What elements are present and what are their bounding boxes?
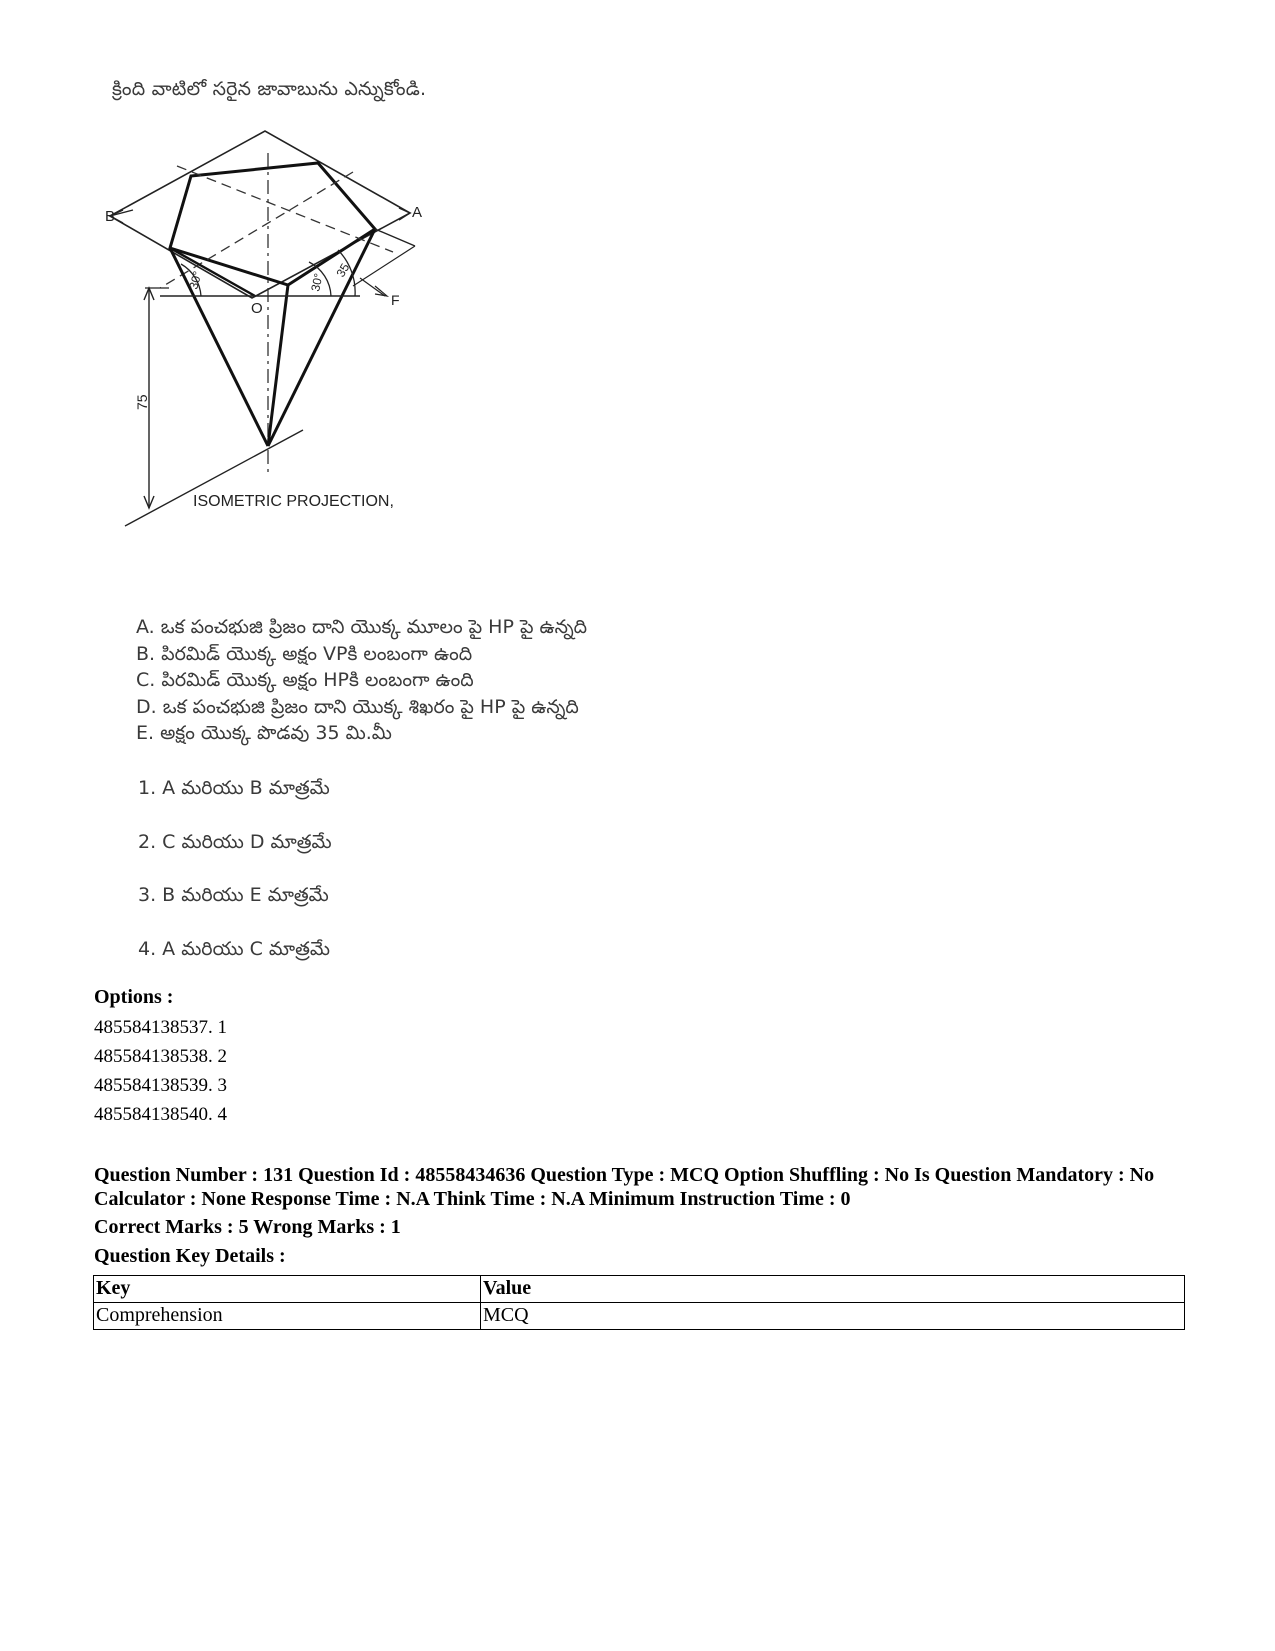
label-angle-left: 30° (186, 269, 205, 291)
figure-caption: ISOMETRIC PROJECTION, (193, 493, 394, 510)
option-item: 485584138537. 1 (94, 1017, 227, 1038)
options-list (94, 1013, 227, 1129)
table-header-row (94, 1276, 1185, 1303)
question-instruction: క్రింది వాటిలో సరైన జావాబును ఎన్నుకోండి. (112, 78, 427, 100)
table-cell-value: MCQ (481, 1303, 1185, 1330)
key-details-table (93, 1275, 1185, 1330)
option-item: 485584138539. 3 (94, 1075, 227, 1096)
label-a: A (412, 204, 423, 221)
marks-line: Correct Marks : 5 Wrong Marks : 1 (94, 1216, 401, 1238)
options-heading: Options : (94, 986, 174, 1008)
table-header-value: Value (481, 1276, 1185, 1303)
statement-c: C. పిరమిడ్ యొక్క అక్షం HPకి లంబంగా ఉంది (136, 669, 474, 691)
answer-choice-1: 1. A మరియు B మాత్రమే (138, 777, 330, 799)
answer-choice-4: 4. A మరియు C మాత్రమే (138, 937, 331, 960)
label-f: F (391, 292, 400, 308)
label-height: 75 (134, 394, 150, 410)
statement-b: B. పిరమిడ్ యొక్క అక్షం VPకి లంబంగా ఉంది (136, 642, 473, 665)
statement-a: A. ఒక పంచభుజి ప్రిజం దాని యొక్క మూలం పై HP పై ఉన్నది (136, 616, 588, 638)
isometric-projection-figure (105, 128, 445, 568)
table-header-key: Key (94, 1276, 481, 1303)
answer-choice-2: 2. C మరియు D మాత్రమే (138, 830, 332, 853)
statement-e: E. అక్షం యొక్క పొడవు 35 మి.మీ (136, 722, 392, 744)
label-angle-right: 30° (308, 271, 326, 293)
key-details-heading: Question Key Details : (94, 1245, 286, 1267)
table-row (94, 1303, 1185, 1330)
answer-choice-list (138, 775, 332, 989)
option-item: 485584138538. 2 (94, 1046, 227, 1067)
enclosing-rhombus (110, 131, 410, 298)
option-item: 485584138540. 4 (94, 1104, 227, 1125)
label-o: O (251, 300, 263, 317)
statement-d: D. ఒక పంచభుజి ప్రిజం దాని యొక్క శిఖరం పై HP పై ఉన్నది (136, 695, 579, 718)
answer-choice-3: 3. B మరియు E మాత్రమే (138, 884, 329, 906)
question-meta-line: Question Number : 131 Question Id : 48558434636 Question Type : MCQ Option Shuffling : No Is Question Mandatory : No Calculator : None Response Time : N.A Think Time : N.A Minimum Instruction Time : 0 (94, 1164, 1155, 1210)
table-cell-key: Comprehension (94, 1303, 481, 1330)
label-angle-35: 35 (333, 260, 353, 280)
label-b: B (105, 208, 116, 225)
statement-list (136, 614, 587, 747)
